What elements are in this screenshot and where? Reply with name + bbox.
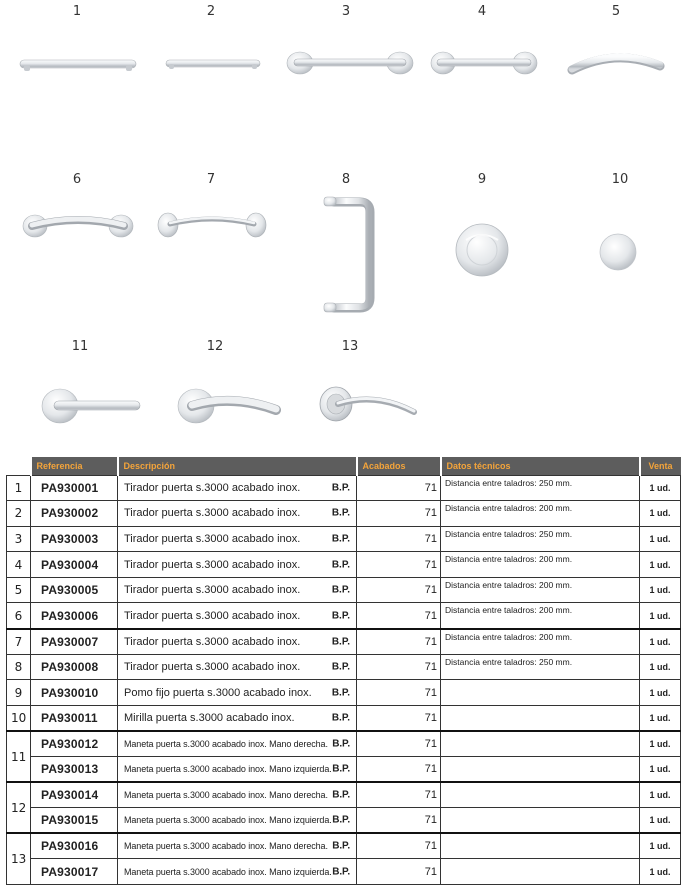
item-number-11: 11: [71, 339, 89, 354]
sale-unit: 1 ud.: [640, 526, 681, 552]
item-number-9: 9: [477, 172, 487, 187]
product-image-7-curved-knob-pull: [156, 208, 268, 242]
technical-data: [441, 757, 640, 783]
table-header-row: [7, 457, 681, 475]
bp-label: B.P.: [332, 840, 350, 852]
finish-code: 71: [357, 501, 441, 527]
technical-data: [441, 859, 640, 885]
product-image-13-slim-lever-handle: [316, 382, 420, 424]
row-index: 1: [7, 475, 31, 501]
item-number-8: 8: [341, 172, 351, 187]
product-image-1-straight-pull: [18, 52, 138, 74]
sale-unit: 1 ud.: [640, 501, 681, 527]
finish-code: 71: [357, 475, 441, 501]
header-venta: Venta: [640, 457, 681, 475]
table-row: [7, 577, 681, 603]
table-row: [7, 757, 681, 783]
description-text: Tirador puerta s.3000 acabado inox.: [124, 660, 301, 673]
product-image-8-u-pull: [320, 194, 380, 316]
reference-code: PA930001: [31, 475, 118, 501]
bp-label: B.P.: [331, 712, 350, 724]
row-index: 2: [7, 501, 31, 527]
finish-code: 71: [357, 705, 441, 731]
product-image-10-peephole: [598, 232, 638, 272]
description-cell: [118, 475, 357, 501]
table-row: [7, 501, 681, 527]
description-text: Maneta puerta s.3000 acabado inox. Mano izquierda.: [124, 815, 332, 826]
reference-code: PA930015: [31, 808, 118, 834]
bp-label: B.P.: [332, 789, 350, 801]
reference-code: PA930014: [31, 782, 118, 808]
item-number-4: 4: [477, 4, 487, 19]
sale-unit: 1 ud.: [640, 731, 681, 757]
description-text: Maneta puerta s.3000 acabado inox. Mano derecha.: [124, 841, 328, 852]
table-row: [7, 859, 681, 885]
technical-data: [441, 808, 640, 834]
reference-code: PA930002: [31, 501, 118, 527]
product-image-2-straight-pull: [164, 53, 262, 73]
sale-unit: 1 ud.: [640, 808, 681, 834]
technical-data: [441, 731, 640, 757]
sale-unit: 1 ud.: [640, 629, 681, 655]
row-index: 9: [7, 680, 31, 706]
product-image-12-curved-lever-handle: [176, 384, 284, 426]
sale-unit: 1 ud.: [640, 833, 681, 859]
finish-code: 71: [357, 782, 441, 808]
description-cell: [118, 654, 357, 680]
finish-code: 71: [357, 833, 441, 859]
item-number-7: 7: [206, 172, 216, 187]
bp-label: B.P.: [332, 866, 350, 878]
header-datos-tecnicos: Datos técnicos: [441, 457, 640, 475]
row-index: 3: [7, 526, 31, 552]
description-cell: [118, 833, 357, 859]
description-cell: [118, 526, 357, 552]
bp-label: B.P.: [331, 687, 350, 699]
row-index: 11: [7, 731, 31, 782]
reference-code: PA930013: [31, 757, 118, 783]
description-cell: [118, 577, 357, 603]
table-row: [7, 782, 681, 808]
description-text: Tirador puerta s.3000 acabado inox.: [124, 558, 301, 571]
row-index: 12: [7, 782, 31, 833]
technical-data: Distancia entre taladros: 200 mm.: [441, 603, 640, 629]
finish-code: 71: [357, 654, 441, 680]
finish-code: 71: [357, 577, 441, 603]
table-row: [7, 833, 681, 859]
description-cell: [118, 629, 357, 655]
description-text: Maneta puerta s.3000 acabado inox. Mano izquierda.: [124, 866, 332, 877]
description-text: Pomo fijo puerta s.3000 acabado inox.: [124, 686, 312, 699]
description-cell: [118, 501, 357, 527]
item-number-3: 3: [341, 4, 351, 19]
bp-label: B.P.: [331, 482, 350, 494]
finish-code: 71: [357, 859, 441, 885]
reference-code: PA930007: [31, 629, 118, 655]
bp-label: B.P.: [331, 610, 350, 622]
product-image-4-rosette-pull: [430, 48, 538, 78]
finish-code: 71: [357, 680, 441, 706]
reference-code: PA930010: [31, 680, 118, 706]
header-referencia: Referencia: [31, 457, 118, 475]
description-cell: [118, 808, 357, 834]
description-cell: [118, 603, 357, 629]
technical-data: Distancia entre taladros: 200 mm.: [441, 577, 640, 603]
description-text: Tirador puerta s.3000 acabado inox.: [124, 609, 301, 622]
technical-data: Distancia entre taladros: 200 mm.: [441, 629, 640, 655]
technical-data: [441, 680, 640, 706]
table-row: [7, 526, 681, 552]
description-cell: [118, 680, 357, 706]
table-row: [7, 680, 681, 706]
reference-code: PA930017: [31, 859, 118, 885]
description-cell: [118, 705, 357, 731]
technical-data: [441, 705, 640, 731]
sale-unit: 1 ud.: [640, 680, 681, 706]
finish-code: 71: [357, 629, 441, 655]
technical-data: Distancia entre taladros: 250 mm.: [441, 526, 640, 552]
table-row: [7, 475, 681, 501]
product-image-3-rosette-pull: [286, 48, 414, 78]
technical-data: Distancia entre taladros: 250 mm.: [441, 654, 640, 680]
product-image-11-lever-handle: [40, 384, 144, 426]
table-row: [7, 552, 681, 578]
sale-unit: 1 ud.: [640, 552, 681, 578]
product-table: [6, 457, 681, 885]
sale-unit: 1 ud.: [640, 475, 681, 501]
table-row: [7, 603, 681, 629]
reference-code: PA930016: [31, 833, 118, 859]
bp-label: B.P.: [331, 636, 350, 648]
finish-code: 71: [357, 808, 441, 834]
reference-code: PA930005: [31, 577, 118, 603]
sale-unit: 1 ud.: [640, 859, 681, 885]
description-cell: [118, 859, 357, 885]
bp-label: B.P.: [331, 559, 350, 571]
description-text: Tirador puerta s.3000 acabado inox.: [124, 507, 301, 520]
item-number-2: 2: [206, 4, 216, 19]
sale-unit: 1 ud.: [640, 603, 681, 629]
product-image-6-curved-rosette-pull: [22, 210, 134, 240]
table-row: [7, 731, 681, 757]
reference-code: PA930012: [31, 731, 118, 757]
technical-data: [441, 782, 640, 808]
row-index: 8: [7, 654, 31, 680]
table-row: [7, 808, 681, 834]
description-text: Maneta puerta s.3000 acabado inox. Mano izquierda.: [124, 764, 332, 775]
table-row: [7, 705, 681, 731]
reference-code: PA930006: [31, 603, 118, 629]
reference-code: PA930004: [31, 552, 118, 578]
bp-label: B.P.: [331, 533, 350, 545]
table-row: [7, 654, 681, 680]
technical-data: Distancia entre taladros: 250 mm.: [441, 475, 640, 501]
row-index: 10: [7, 705, 31, 731]
header-blank: [7, 457, 31, 475]
finish-code: 71: [357, 603, 441, 629]
sale-unit: 1 ud.: [640, 654, 681, 680]
bp-label: B.P.: [332, 738, 350, 750]
description-cell: [118, 757, 357, 783]
description-text: Maneta puerta s.3000 acabado inox. Mano derecha.: [124, 738, 328, 749]
reference-code: PA930011: [31, 705, 118, 731]
reference-code: PA930008: [31, 654, 118, 680]
sale-unit: 1 ud.: [640, 782, 681, 808]
description-cell: [118, 731, 357, 757]
description-cell: [118, 782, 357, 808]
sale-unit: 1 ud.: [640, 705, 681, 731]
bp-label: B.P.: [331, 584, 350, 596]
product-image-9-fixed-knob: [452, 220, 512, 280]
technical-data: Distancia entre taladros: 200 mm.: [441, 501, 640, 527]
finish-code: 71: [357, 526, 441, 552]
table-row: [7, 629, 681, 655]
item-number-12: 12: [206, 339, 224, 354]
row-index: 6: [7, 603, 31, 629]
sale-unit: 1 ud.: [640, 757, 681, 783]
bp-label: B.P.: [332, 814, 350, 826]
item-number-6: 6: [72, 172, 82, 187]
description-cell: [118, 552, 357, 578]
item-number-10: 10: [611, 172, 629, 187]
row-index: 4: [7, 552, 31, 578]
sale-unit: 1 ud.: [640, 577, 681, 603]
header-descripcion: Descripción: [118, 457, 357, 475]
description-text: Maneta puerta s.3000 acabado inox. Mano derecha.: [124, 790, 328, 801]
reference-code: PA930003: [31, 526, 118, 552]
description-text: Tirador puerta s.3000 acabado inox.: [124, 635, 301, 648]
technical-data: Distancia entre taladros: 200 mm.: [441, 552, 640, 578]
description-text: Tirador puerta s.3000 acabado inox.: [124, 532, 301, 545]
item-number-13: 13: [341, 339, 359, 354]
item-number-1: 1: [72, 4, 82, 19]
item-number-5: 5: [611, 4, 621, 19]
finish-code: 71: [357, 757, 441, 783]
finish-code: 71: [357, 552, 441, 578]
description-text: Tirador puerta s.3000 acabado inox.: [124, 584, 301, 597]
row-index: 13: [7, 833, 31, 884]
bp-label: B.P.: [331, 507, 350, 519]
row-index: 5: [7, 577, 31, 603]
description-text: Tirador puerta s.3000 acabado inox.: [124, 481, 301, 494]
row-index: 7: [7, 629, 31, 655]
bp-label: B.P.: [331, 661, 350, 673]
header-acabados: Acabados: [357, 457, 441, 475]
bp-label: B.P.: [332, 763, 350, 775]
description-text: Mirilla puerta s.3000 acabado inox.: [124, 711, 295, 724]
finish-code: 71: [357, 731, 441, 757]
product-image-5-curved-pull: [568, 50, 664, 76]
technical-data: [441, 833, 640, 859]
